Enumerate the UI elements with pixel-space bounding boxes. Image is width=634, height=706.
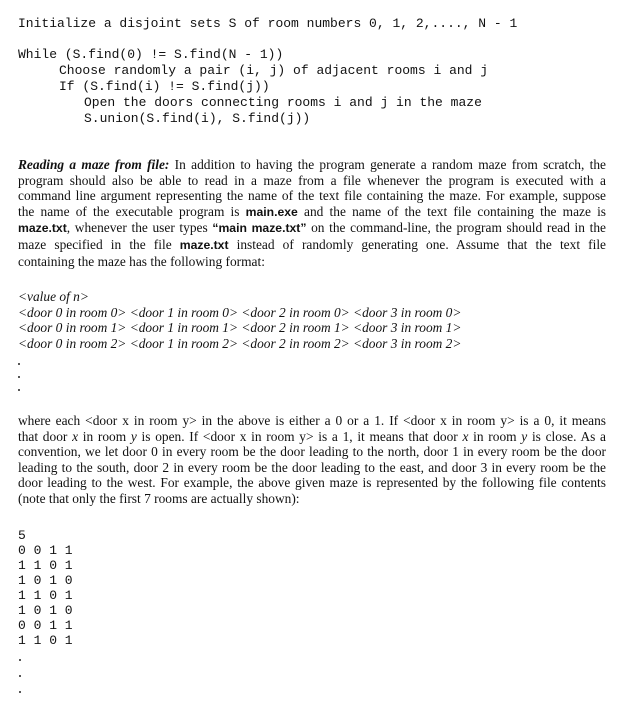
- file-line: 1 0 1 0: [18, 573, 73, 588]
- pseudo-line-4: If (S.find(i) != S.find(j)): [59, 79, 270, 94]
- explanation-line-6: (note that only the first 7 rooms are actually shown):: [18, 490, 300, 506]
- file-line: 0 0 1 1: [18, 618, 73, 633]
- reading-line-6a: maze specified in the file: [18, 236, 180, 252]
- reading-line-5a: , whenever the user types: [66, 220, 213, 236]
- reading-line-4b: and the name of the text file containing the maze is: [297, 203, 607, 219]
- ellipsis-dot: [19, 675, 21, 677]
- file-line: 0 0 1 1: [18, 543, 73, 558]
- reading-paragraph: [18, 157, 606, 269]
- explanation-line-2b: in room: [78, 428, 131, 444]
- explanation-line-2a: that door: [18, 428, 73, 444]
- txt-name-2: maze.txt: [179, 237, 229, 252]
- reading-line-7: containing the maze has the following format:: [18, 253, 265, 269]
- reading-line-6b: instead of randomly generating one. Assume that the text file: [228, 236, 606, 252]
- explanation-line-2d: in room: [468, 428, 522, 444]
- reading-line-5b: on the command-line, the program should read in the: [306, 220, 606, 236]
- explanation-line-1: where each <door x in room y> in the above is either a 0 or a 1. If <door x in room y> is a 0, it means: [18, 413, 606, 428]
- pseudo-line-6: S.union(S.find(i), S.find(j)): [84, 111, 311, 126]
- ellipsis-dot: [19, 691, 21, 693]
- explanation-line-4: leading to the south, door 2 in every room be the door leading to the east, and door 3 in every room be the: [18, 459, 606, 475]
- ellipsis-dot: [19, 659, 21, 661]
- explanation-line-2e: is close. As a: [527, 428, 606, 444]
- var-x: x: [72, 428, 79, 444]
- format-line-2: <door 0 in room 0> <door 1 in room 0> <door 2 in room 0> <door 3 in room 0>: [18, 305, 462, 320]
- file-line: 1 1 0 1: [18, 558, 73, 573]
- reading-line-3: command line argument representing the name of the text file containing the maze. For example, suppose: [18, 188, 606, 204]
- var-x: x: [462, 428, 469, 444]
- ellipsis-dot: [18, 389, 20, 391]
- format-line-1: <value of n>: [18, 289, 89, 304]
- reading-line-1: In addition to having the program generate a random maze from scratch, the: [169, 157, 606, 172]
- var-y: y: [521, 428, 528, 444]
- ellipsis-dot: [18, 363, 20, 365]
- reading-heading: Reading a maze from file:: [18, 157, 170, 172]
- explanation-line-3: convention, we let door 0 in every room be the door leading to the north, door 1 in every room be the door: [18, 444, 606, 460]
- format-line-4: <door 0 in room 2> <door 1 in room 2> <door 2 in room 2> <door 3 in room 2>: [18, 336, 462, 351]
- file-line: 1 1 0 1: [18, 588, 73, 603]
- explanation-line-2c: is open. If <door x in room y> is a 1, it means that door: [136, 428, 463, 444]
- file-line: 5: [18, 528, 26, 543]
- explanation-paragraph: [18, 413, 606, 507]
- exe-name: main.exe: [245, 204, 298, 219]
- file-line: 1 1 0 1: [18, 633, 73, 648]
- pseudo-line-2: While (S.find(0) != S.find(N - 1)): [18, 47, 284, 62]
- format-line-3: <door 0 in room 1> <door 1 in room 1> <door 2 in room 1> <door 3 in room 1>: [18, 320, 462, 335]
- reading-line-2: program should also be able to read in a maze from a file whenever the program is executed with a: [18, 172, 606, 188]
- txt-name-1: maze.txt: [18, 221, 67, 236]
- command-text: “main maze.txt”: [212, 221, 307, 236]
- pseudo-line-3: Choose randomly a pair (i, j) of adjacent rooms i and j: [59, 63, 489, 78]
- file-line: 1 0 1 0: [18, 603, 73, 618]
- reading-line-4a: the name of the executable program is: [18, 203, 246, 219]
- var-y: y: [130, 428, 137, 444]
- pseudo-line-1: Initialize a disjoint sets S of room numbers 0, 1, 2,...., N - 1: [18, 16, 518, 31]
- explanation-line-5: door leading to the west. For example, the above given maze is represented by the following file contents: [18, 475, 606, 491]
- pseudo-line-5: Open the doors connecting rooms i and j in the maze: [84, 95, 482, 110]
- ellipsis-dot: [18, 376, 20, 378]
